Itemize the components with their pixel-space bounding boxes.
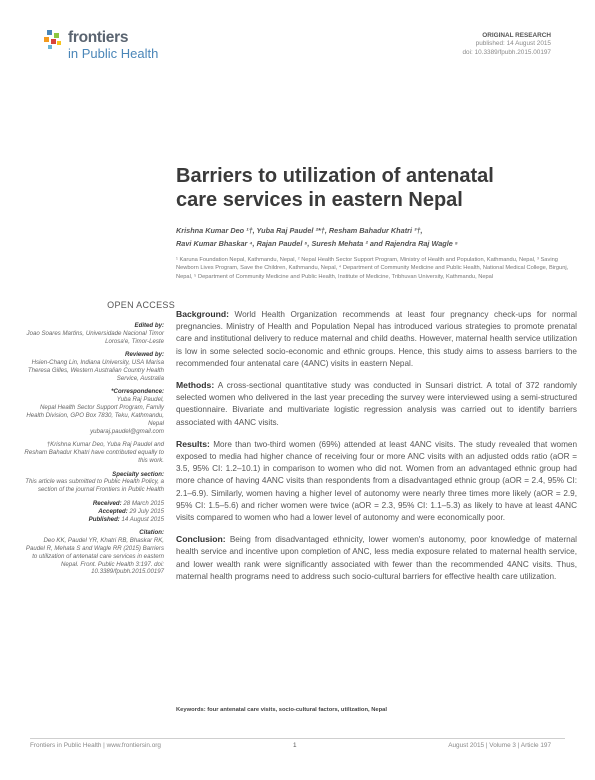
keywords: Keywords: four antenatal care visits, socio-cultural factors, utilization, Nepal xyxy=(176,707,387,713)
accepted-date: 29 July 2015 xyxy=(129,507,164,515)
sidebar-published-date: 14 August 2015 xyxy=(121,515,164,523)
citation-label: Citation: xyxy=(139,528,164,536)
abstract-conclusion xyxy=(176,533,577,583)
equal-contribution-note: †Krishna Kumar Deo, Yuba Raj Paudel and Resham Bahadur Khatri have contributed equally to this work. xyxy=(24,441,164,465)
methods-text: A cross-sectional quantitative study was conducted in Sunsari district. A total of 372 randomly selected women who delivered in the last year preceding the survey were interviewed using a semi-structured questionnaire. Bivariate and multivariate logistic regression analysis was carried out to identify barriers associated with 4ANC visits. xyxy=(176,381,578,427)
published-label: Published: xyxy=(88,515,120,523)
frontiers-logo-icon xyxy=(44,30,64,50)
background-heading: Background: xyxy=(176,309,229,319)
specialty-section: This article was submitted to Public Health Policy, a section of the journal Frontiers in Public Health xyxy=(25,478,164,494)
author-list xyxy=(176,224,576,250)
footer-journal[interactable]: Frontiers in Public Health | www.frontiersin.org xyxy=(30,742,161,749)
authors-line-2: Ravi Kumar Bhaskar ⁴, Rajan Paudel ⁵, Suresh Mehata ² and Rajendra Raj Wagle ⁵ xyxy=(176,239,458,248)
reviewed-by: Hsien-Chang Lin, Indiana University, USA Marisa Theresa Gilles, Western Australian Country Health Service, Australia xyxy=(27,359,164,382)
page-number: 1 xyxy=(293,742,297,749)
abstract-methods xyxy=(176,379,577,429)
footer-volume-info: August 2015 | Volume 3 | Article 197 xyxy=(448,742,551,749)
logo-frontiers-text: frontiers xyxy=(68,29,129,46)
published-date: published: 14 August 2015 xyxy=(475,40,551,48)
results-text: More than two-third women (69%) attended at least 4ANC visits. The study revealed that women exposed to media had higher chance of receiving four or more ANC visits with an adjusted odds ratio (aOR = 3.5, 95% CI: 1.2–10.1) in comparison to women who did not. Women from an advantaged ethnic group had more chance of having 4ANC visits than respondents from a disadvantaged ethnic group (aOR = 2.4, 95% CI: 2.1–6.9). Similarly, women having a higher level of autonomy were nearly three times more likely (aOR = 2.9, 95% CI: 1.5–5.6) and richer women were twice (aOR = 2.3, 95% CI: 1.1–5.3) as likely to have at least 4ANC visits compared to women who had a lower level of autonomy and were economically poor. xyxy=(176,439,577,523)
article-sidebar xyxy=(24,322,164,582)
specialty-label: Specialty section: xyxy=(112,470,164,478)
edited-by: Joao Soares Martins, Universidade Nacional Timor Lorosa'e, Timor-Leste xyxy=(26,329,164,345)
footer-divider xyxy=(30,738,565,739)
title-line-1: Barriers to utilization of antenatal xyxy=(176,165,494,187)
article-meta xyxy=(463,32,552,57)
background-text: World Health Organization recommends at least four pregnancy check-ups for normal pregnancies. Ministry of Health and Population Nepal has introduced various strategies to promote prenatal care and institutional delivery to reduce maternal and child deaths. However, maternal health service utilization is low in some selected socio-economic and ethnic groups. Hence, this study aims to assess barriers to the recommended four antenatal care (4ANC) visits in eastern Nepal. xyxy=(176,310,577,368)
conclusion-text: Being from disadvantaged ethnicity, lower women's autonomy, poor knowledge of maternal health service and incentive upon completion of ANC, less media exposure related to maternal health service, and lower wealth rank were significantly associated with fewer than the recommended 4ANC visits. Thus, maternal health programs need to address such socio-cultural barriers for effective health care utilization. xyxy=(176,535,578,581)
accepted-label: Accepted: xyxy=(98,507,128,515)
correspondence-name: Yuba Raj Paudel, xyxy=(116,396,164,404)
conclusion-heading: Conclusion: xyxy=(176,534,226,545)
edited-by-label: Edited by: xyxy=(134,322,164,329)
reviewed-by-label: Reviewed by: xyxy=(125,351,164,359)
doi-link[interactable]: doi: 10.3389/fpubh.2015.00197 xyxy=(462,48,551,56)
journal-logo xyxy=(44,28,159,64)
citation: Deo KK, Paudel YR, Khatri RB, Bhaskar RK, Paudel R, Mehata S and Wagle RR (2015) Barriers to utilization of antenatal care services in eastern Nepal. Front. Public Health 3:197. doi: 10.3389/fpubh.2015.00197 xyxy=(25,536,164,576)
abstract xyxy=(176,308,577,592)
abstract-background xyxy=(176,308,577,370)
affiliations: ¹ Karuna Foundation Nepal, Kathmandu, Nepal, ² Nepal Health Sector Support Program, Ministry of Health and Population, Kathmandu, Nepal, ³ Saving Newborn Lives Program, Save the Children, Kathmandu, Nepal, ⁴ Department of Community Medicine and Public Health, National Medical College, Birgunj, Nepal, ⁵ Department of Community Medicine and Public Health, Institute of Medicine, Tribhuvan University, Kathmandu, Nepal xyxy=(176,257,569,280)
correspondence-label: *Correspondence: xyxy=(111,388,164,396)
open-access-label: OPEN ACCESS xyxy=(107,300,175,310)
received-date: 28 March 2015 xyxy=(123,499,164,507)
methods-heading: Methods: xyxy=(176,380,215,391)
received-label: Received: xyxy=(92,499,122,507)
article-type: ORIGINAL RESEARCH xyxy=(482,32,551,39)
results-heading: Results: xyxy=(176,438,210,449)
title-line-2: care services in eastern Nepal xyxy=(176,189,463,211)
logo-journal-text: in Public Health xyxy=(68,46,159,61)
correspondence-address: Nepal Health Sector Support Program, Family Health Division, GPO Box 7830, Teku, Kathmandu, Nepal xyxy=(26,404,164,427)
correspondence-email[interactable]: yubaraj.paudel@gmail.com xyxy=(90,427,164,435)
article-title xyxy=(176,164,566,212)
abstract-results xyxy=(176,438,577,524)
authors-line-1: Krishna Kumar Deo ¹†, Yuba Raj Paudel ²*†, Resham Bahadur Khatri ³†, xyxy=(176,226,423,235)
